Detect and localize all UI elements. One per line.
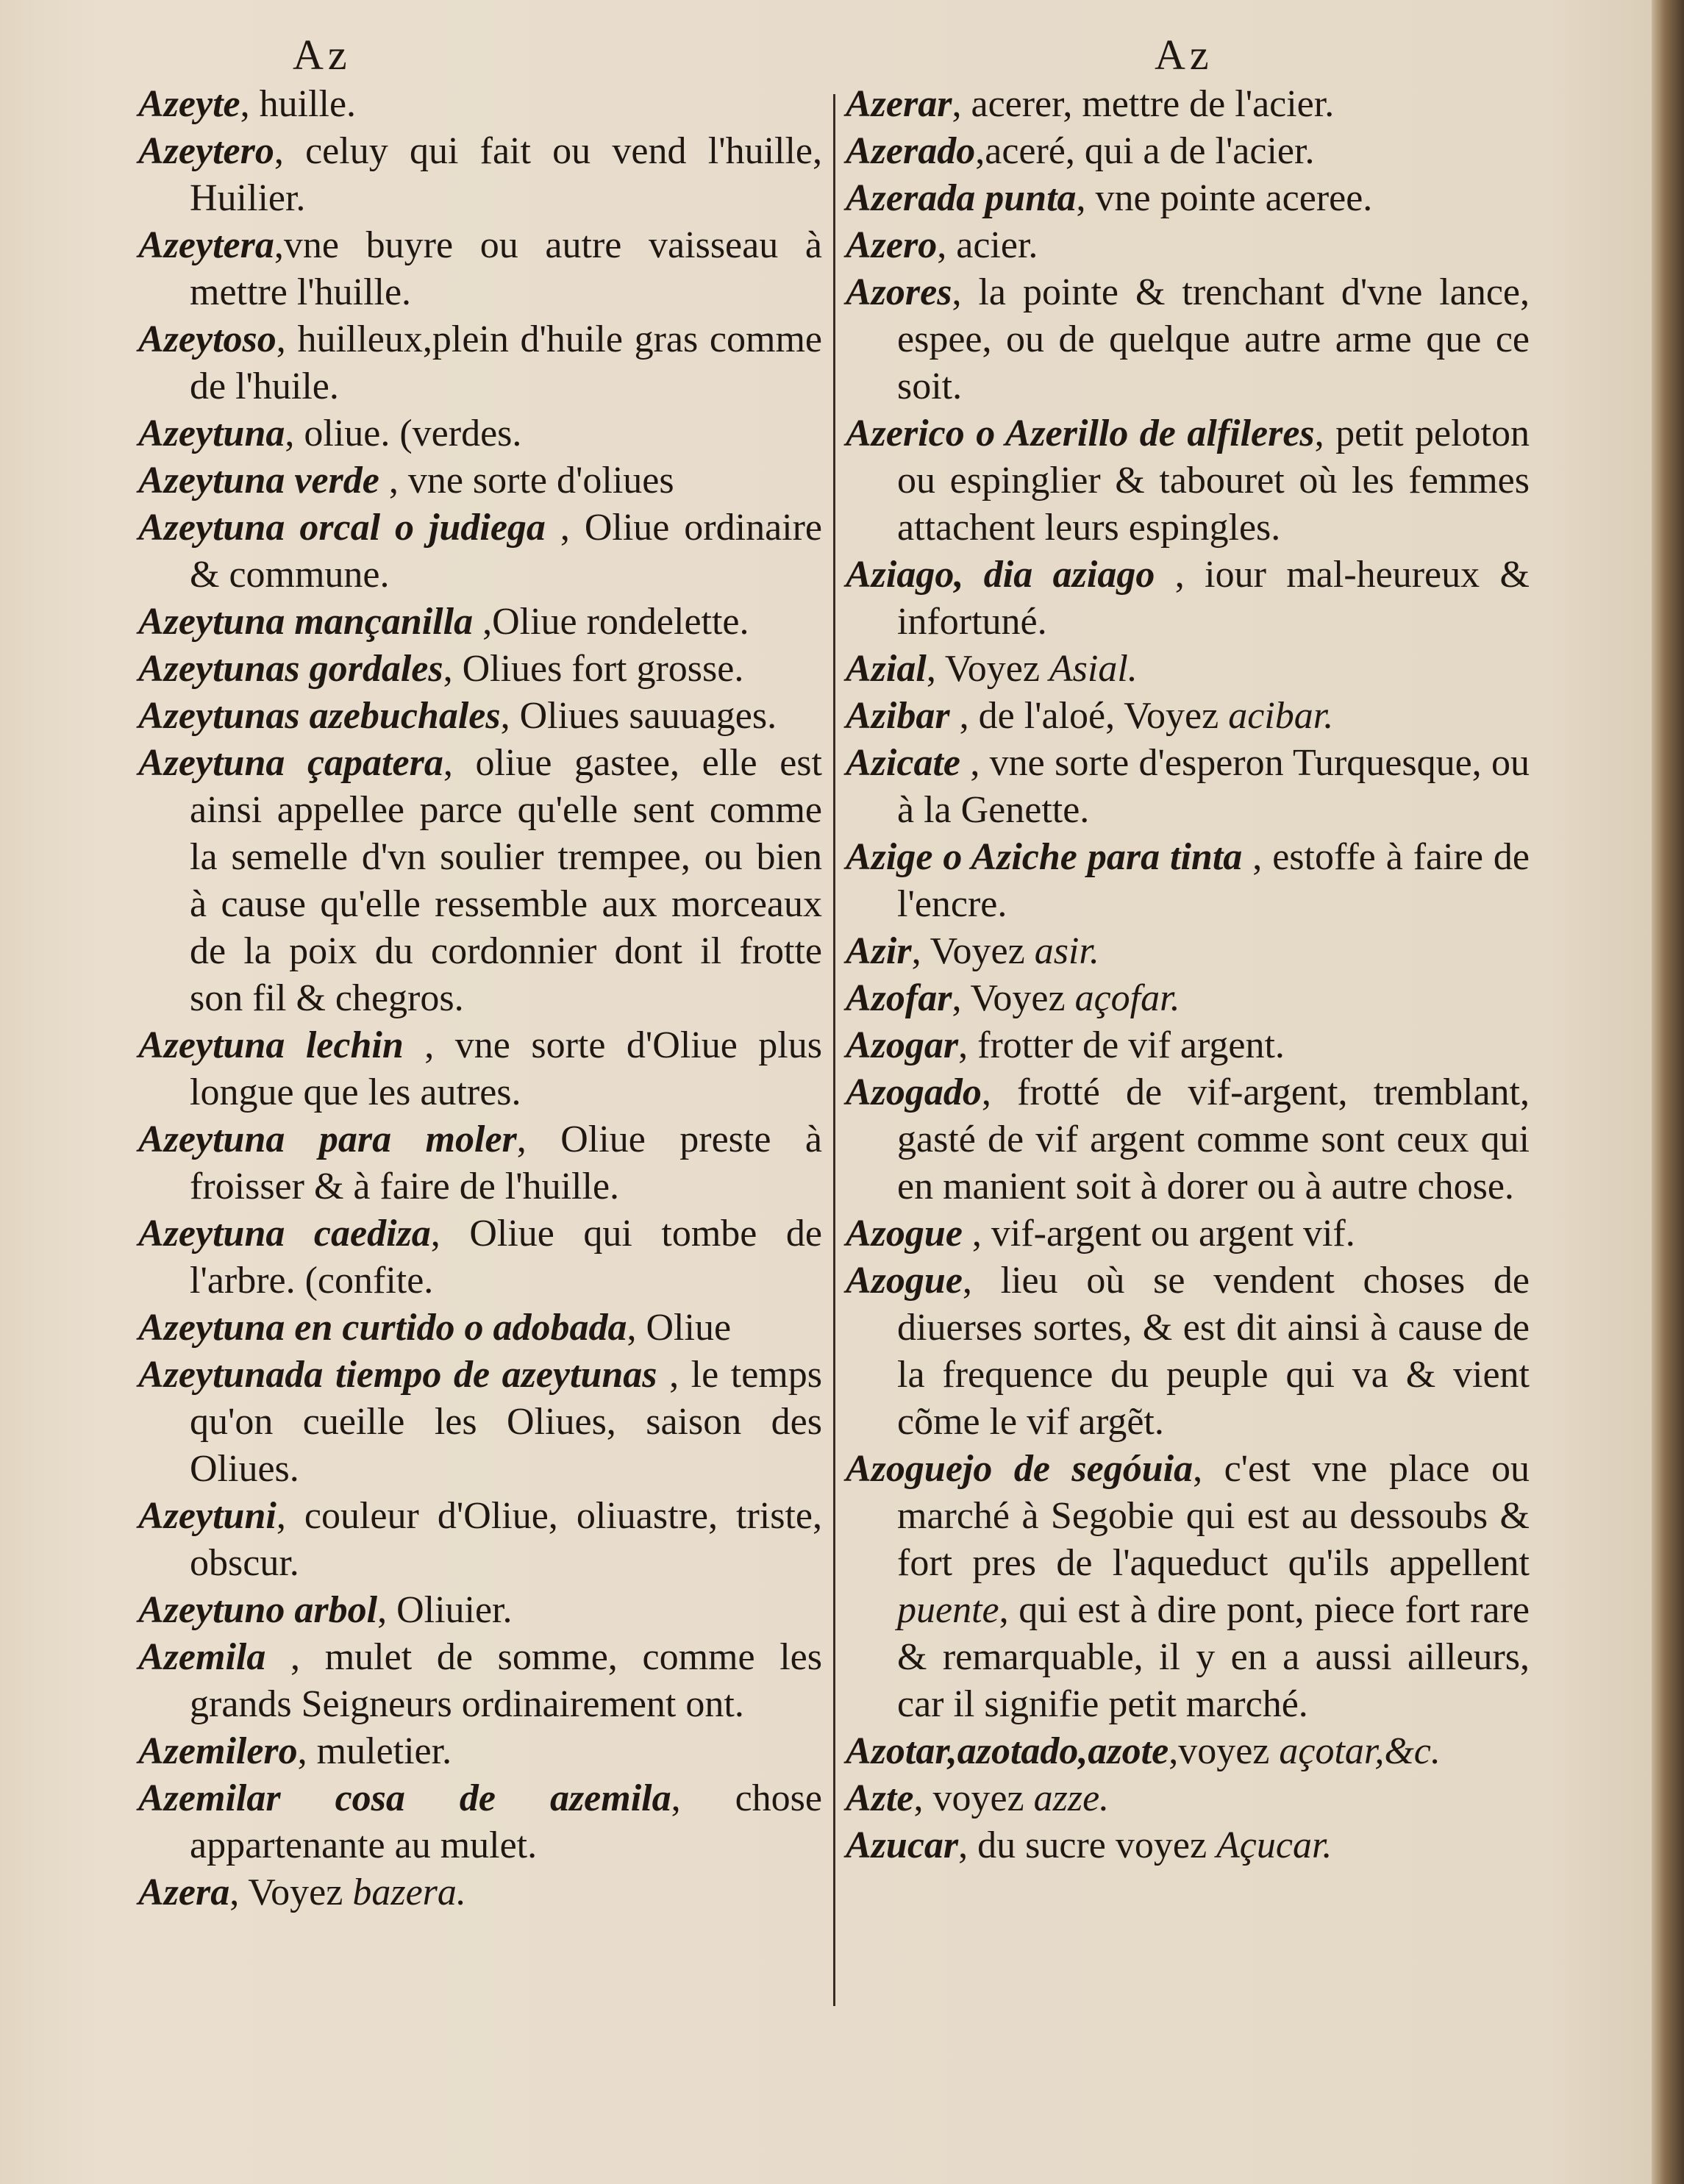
entry-gloss: , de l'aloé, Voyez bbox=[949, 695, 1229, 737]
right-running-head: Az bbox=[1155, 31, 1213, 79]
dictionary-entry bbox=[846, 1069, 1530, 1210]
entry-headword: Azoguejo de segóuia bbox=[846, 1448, 1194, 1490]
dictionary-entry bbox=[138, 1869, 822, 1916]
entry-gloss: , lieu où se vendent choses de diuerses sortes, & est dit ainsi à cause de la frequence du peuple qui va & vient cõme le vif argẽt. bbox=[897, 1260, 1530, 1443]
dictionary-entry bbox=[846, 1822, 1530, 1869]
entry-gloss: , frotté de vif-argent, tremblant, gasté de vif argent comme sont ceux qui en manient soit à dorer ou à autre chose. bbox=[897, 1071, 1530, 1207]
entry-headword: Azogue bbox=[846, 1260, 963, 1302]
entry-headword: Azerado bbox=[846, 130, 976, 172]
dictionary-entry bbox=[846, 269, 1530, 410]
dictionary-entry bbox=[138, 599, 822, 646]
entry-headword: Azeytuna caediza bbox=[138, 1213, 431, 1255]
dictionary-entry bbox=[138, 1116, 822, 1210]
entry-headword: Azemila bbox=[138, 1636, 266, 1678]
entry-headword: Azeytunas azebuchales bbox=[138, 695, 501, 737]
entry-gloss: , Oliue qui tombe de l'arbre. (confite. bbox=[190, 1213, 822, 1302]
entry-headword: Azogar bbox=[846, 1024, 959, 1066]
entry-gloss: , vif-argent ou argent vif. bbox=[962, 1213, 1355, 1255]
entry-gloss: , Oliue bbox=[627, 1307, 732, 1349]
entry-gloss: , Voyez bbox=[229, 1871, 353, 1913]
entry-cross-reference: puente bbox=[897, 1589, 999, 1631]
dictionary-entry bbox=[846, 834, 1530, 928]
entry-headword: Azial bbox=[846, 648, 927, 690]
dictionary-entry bbox=[138, 222, 822, 316]
entry-gloss: , la pointe & trenchant d'vne lance, espee, ou de quelque autre arme que ce soit. bbox=[897, 271, 1530, 407]
entry-headword: Azeytero bbox=[138, 130, 274, 172]
right-entry-list bbox=[846, 81, 1530, 1869]
entry-gloss: , du sucre voyez bbox=[958, 1824, 1217, 1866]
entry-headword: Azerada punta bbox=[846, 177, 1077, 219]
entry-gloss: , acerer, mettre de l'acier. bbox=[952, 83, 1335, 125]
dictionary-entry bbox=[138, 1305, 822, 1352]
entry-gloss: , Oliues sauuages. bbox=[500, 695, 777, 737]
entry-gloss: , petit peloton ou espinglier & tabouret où les femmes attachent leurs espingles. bbox=[897, 413, 1530, 549]
dictionary-entry bbox=[846, 410, 1530, 552]
entry-headword: Azero bbox=[846, 224, 938, 266]
entry-headword: Azeytuna çapatera bbox=[138, 742, 443, 784]
entry-headword: Azotar,azotado,azote bbox=[846, 1730, 1169, 1772]
entry-cross-reference: açofar. bbox=[1074, 977, 1180, 1019]
dictionary-entry bbox=[138, 1022, 822, 1116]
entry-gloss: , huilleux,plein d'huile gras comme de l'huile. bbox=[190, 318, 822, 407]
entry-gloss-continued: , qui est à dire pont, piece fort rare & remarquable, il y en a aussi ailleurs, car il signifie petit marché. bbox=[897, 1589, 1530, 1725]
entry-gloss: , oliue gastee, elle est ainsi appellee parce qu'elle sent comme la semelle d'vn soulier trempee, ou bien à cause qu'elle ressemble aux morceaux de la poix du cordonnier dont il frotte son fil & chegros. bbox=[190, 742, 822, 1019]
entry-headword: Azogue bbox=[846, 1213, 963, 1255]
entry-gloss: , Oliues fort grosse. bbox=[443, 648, 744, 690]
entry-gloss: , iour mal-heureux & infortuné. bbox=[897, 554, 1530, 643]
entry-cross-reference: azze. bbox=[1033, 1777, 1110, 1819]
entry-gloss: , Voyez bbox=[952, 977, 1075, 1019]
entry-headword: Azeytunada tiempo de azeytunas bbox=[138, 1354, 657, 1396]
entry-cross-reference: Açucar. bbox=[1216, 1824, 1332, 1866]
entry-gloss: , Voyez bbox=[911, 930, 1035, 972]
entry-headword: Azogado bbox=[846, 1071, 982, 1113]
dictionary-entry bbox=[138, 1587, 822, 1634]
entry-gloss: , Oliuier. bbox=[377, 1589, 513, 1631]
dictionary-entry bbox=[138, 1493, 822, 1587]
entry-gloss: , vne sorte d'oliues bbox=[379, 460, 674, 502]
dictionary-entry bbox=[138, 128, 822, 222]
entry-gloss: ,voyez bbox=[1169, 1730, 1280, 1772]
dictionary-entry bbox=[138, 1210, 822, 1305]
entry-gloss: , Voyez bbox=[926, 648, 1049, 690]
dictionary-entry bbox=[138, 81, 822, 128]
dictionary-entry bbox=[138, 740, 822, 1022]
entry-headword: Azeytuni bbox=[138, 1495, 276, 1537]
dictionary-entry bbox=[846, 928, 1530, 975]
entry-headword: Azir bbox=[846, 930, 912, 972]
entry-headword: Azeytera bbox=[138, 224, 274, 266]
entry-headword: Azeyte bbox=[138, 83, 240, 125]
entry-headword: Azte bbox=[846, 1777, 914, 1819]
column-divider bbox=[833, 94, 835, 2006]
right-column bbox=[846, 29, 1530, 1869]
dictionary-entry bbox=[846, 975, 1530, 1022]
entry-gloss: , le temps qu'on cueille les Oliues, saison des Oliues. bbox=[190, 1354, 822, 1490]
dictionary-entry bbox=[138, 410, 822, 457]
entry-gloss: ,aceré, qui a de l'acier. bbox=[975, 130, 1315, 172]
entry-gloss: , huille. bbox=[240, 83, 357, 125]
entry-cross-reference: asir. bbox=[1034, 930, 1099, 972]
dictionary-entry bbox=[846, 81, 1530, 128]
entry-gloss: , muletier. bbox=[297, 1730, 452, 1772]
entry-headword: Azige o Aziche para tinta bbox=[846, 836, 1243, 878]
dictionary-entry bbox=[846, 693, 1530, 740]
dictionary-entry bbox=[846, 1446, 1530, 1728]
entry-gloss: , chose appartenante au mulet. bbox=[190, 1777, 822, 1866]
entry-headword: Azeytuno arbol bbox=[138, 1589, 378, 1631]
entry-gloss: , Oliue ordinaire & commune. bbox=[190, 507, 822, 596]
entry-headword: Aziago, dia aziago bbox=[846, 554, 1155, 596]
dictionary-entry bbox=[138, 457, 822, 504]
entry-gloss: , Oliue preste à froisser & à faire de l'huille. bbox=[190, 1118, 822, 1207]
dictionary-entry bbox=[138, 504, 822, 599]
entry-gloss: , frotter de vif argent. bbox=[958, 1024, 1285, 1066]
entry-headword: Azemilero bbox=[138, 1730, 298, 1772]
entry-headword: Azeytuna orcal o judiega bbox=[138, 507, 546, 549]
entry-cross-reference: Asial. bbox=[1049, 648, 1138, 690]
left-column bbox=[138, 29, 822, 1916]
entry-headword: Azores bbox=[846, 271, 952, 313]
entry-gloss: ,Oliue rondelette. bbox=[473, 601, 749, 643]
dictionary-entry bbox=[846, 222, 1530, 269]
entry-headword: Azemilar cosa de azemila bbox=[138, 1777, 671, 1819]
entry-cross-reference: açotar,&c. bbox=[1279, 1730, 1441, 1772]
entry-gloss: , celuy qui fait ou vend l'huille, Huilier. bbox=[190, 130, 822, 219]
dictionary-entry bbox=[846, 1022, 1530, 1069]
entry-headword: Azeytuna verde bbox=[138, 460, 379, 502]
entry-gloss: , estoffe à faire de l'encre. bbox=[897, 836, 1530, 925]
dictionary-entry bbox=[138, 1775, 822, 1869]
entry-gloss: , vne sorte d'esperon Turquesque, ou à la Genette. bbox=[897, 742, 1530, 831]
dictionary-entry bbox=[846, 740, 1530, 834]
entry-headword: Azibar bbox=[846, 695, 950, 737]
dictionary-entry bbox=[138, 646, 822, 693]
entry-cross-reference: acibar. bbox=[1228, 695, 1334, 737]
entry-gloss: , vne sorte d'Oliue plus longue que les autres. bbox=[190, 1024, 822, 1113]
entry-headword: Azeytuna mançanilla bbox=[138, 601, 474, 643]
entry-headword: Azera bbox=[138, 1871, 230, 1913]
entry-headword: Azeytuna en curtido o adobada bbox=[138, 1307, 627, 1349]
entry-gloss: , voyez bbox=[913, 1777, 1034, 1819]
entry-cross-reference: bazera. bbox=[352, 1871, 466, 1913]
left-running-head: Az bbox=[293, 31, 352, 79]
entry-headword: Azicate bbox=[846, 742, 960, 784]
entry-gloss: , mulet de somme, comme les grands Seigneurs ordinairement ont. bbox=[190, 1636, 822, 1725]
dictionary-entry bbox=[138, 1634, 822, 1728]
entry-gloss: , acier. bbox=[937, 224, 1038, 266]
entry-headword: Azeytoso bbox=[138, 318, 276, 360]
entry-gloss: , c'est vne place ou marché à Segobie qui est au dessoubs & fort pres de l'aqueduct qu'ils appellent bbox=[897, 1448, 1530, 1584]
dictionary-entry bbox=[846, 128, 1530, 175]
entry-headword: Azeytuna para moler bbox=[138, 1118, 517, 1160]
entry-headword: Azeytuna bbox=[138, 413, 285, 454]
dictionary-entry bbox=[846, 175, 1530, 222]
dictionary-entry bbox=[846, 1775, 1530, 1822]
dictionary-entry bbox=[138, 316, 822, 410]
entry-gloss: , vne pointe aceree. bbox=[1076, 177, 1373, 219]
left-entry-list bbox=[138, 81, 822, 1916]
entry-headword: Azeytuna lechin bbox=[138, 1024, 404, 1066]
dictionary-entry bbox=[846, 552, 1530, 646]
dictionary-entry bbox=[138, 1728, 822, 1775]
entry-gloss: , oliue. (verdes. bbox=[285, 413, 522, 454]
entry-gloss: ,vne buyre ou autre vaisseau à mettre l'huille. bbox=[190, 224, 822, 313]
dictionary-entry bbox=[846, 1728, 1530, 1775]
dictionary-entry bbox=[138, 1352, 822, 1493]
page-binding-edge bbox=[1652, 0, 1684, 2184]
entry-headword: Azerico o Azerillo de alfileres bbox=[846, 413, 1315, 454]
dictionary-entry bbox=[138, 693, 822, 740]
entry-gloss: , couleur d'Oliue, oliuastre, triste, obscur. bbox=[190, 1495, 822, 1584]
entry-headword: Azerar bbox=[846, 83, 952, 125]
dictionary-entry bbox=[846, 1257, 1530, 1446]
entry-headword: Azofar bbox=[846, 977, 952, 1019]
dictionary-entry bbox=[846, 646, 1530, 693]
dictionary-entry bbox=[846, 1210, 1530, 1257]
entry-headword: Azeytunas gordales bbox=[138, 648, 443, 690]
entry-headword: Azucar bbox=[846, 1824, 959, 1866]
